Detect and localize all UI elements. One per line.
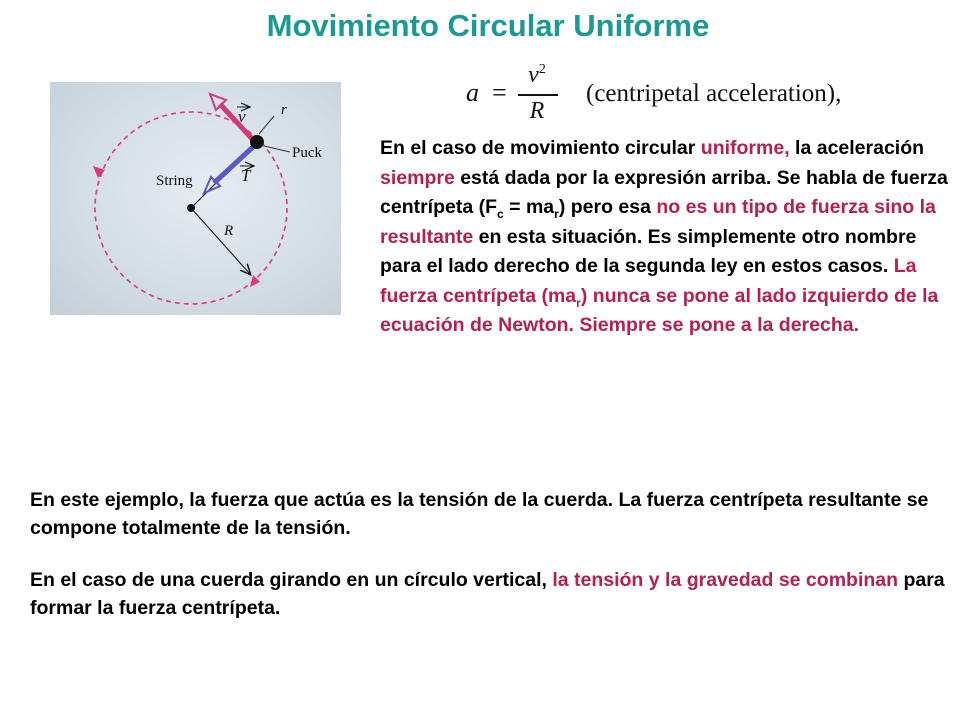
r-pointer-line xyxy=(259,116,274,134)
p3-text-1: En el caso de una cuerda girando en un círculo vertical, xyxy=(30,569,553,591)
p1-subscript-c: c xyxy=(497,206,504,221)
paragraph-uniform-motion xyxy=(380,134,958,341)
p1-text-6: en esta situación. Es simplemente otro nombre para el lado derecho de la segunda ley en estos casos. xyxy=(380,225,917,277)
page-title: Movimiento Circular Uniforme xyxy=(266,8,710,43)
label-v: v xyxy=(238,107,246,126)
formula-numerator xyxy=(518,62,556,89)
centripetal-formula xyxy=(464,60,884,130)
p1-text-4: = ma xyxy=(503,196,555,218)
circular-motion-diagram xyxy=(50,82,341,315)
label-puck: Puck xyxy=(292,145,322,161)
p1-text-2: la aceleración xyxy=(789,137,925,159)
formula-label: (centripetal acceleration), xyxy=(586,80,842,107)
p1-subscript-r: r xyxy=(554,206,559,221)
label-string: String xyxy=(156,173,193,189)
p1-subscript-r-2: r xyxy=(576,295,581,310)
p1-highlight-derecha: ) nunca se pone al lado izquierdo de la ecuación de Newton. Siempre se pone a la derecha. xyxy=(380,284,939,336)
formula-numerator-var: v xyxy=(528,62,539,88)
label-t: T xyxy=(241,166,251,185)
p1-highlight-uniforme: uniforme, xyxy=(700,137,790,159)
p1-text-5: ) pero esa xyxy=(558,196,657,218)
formula-denominator: R xyxy=(529,98,545,124)
puck xyxy=(250,135,264,149)
center-point xyxy=(187,204,195,212)
label-r-radius: R xyxy=(224,223,234,239)
paragraph-example-tension: En este ejemplo, la fuerza que actúa es la tensión de la cuerda. La fuerza centrípeta resultante se compone totalmente de la tensión. xyxy=(30,489,929,539)
p1-highlight-resultante: no es un tipo de fuerza sino la resultante xyxy=(380,196,936,248)
formula-lhs: a xyxy=(466,78,479,107)
formula-fraction-bar xyxy=(518,94,558,96)
radius-arrow xyxy=(191,208,250,274)
p3-highlight-combinan: la tensión y la gravedad se combinan xyxy=(552,569,899,591)
p1-text-3: está dada por la expresión arriba. Se habla de fuerza centrípeta (F xyxy=(380,166,948,218)
formula-equals: = xyxy=(492,78,507,107)
p1-highlight-fuerza-centripeta: La fuerza centrípeta (ma xyxy=(380,255,917,307)
paragraph-vertical-circle xyxy=(30,566,945,622)
p1-highlight-siempre: siempre xyxy=(380,166,455,189)
label-r: r xyxy=(281,102,287,118)
p3-text-2: para formar la fuerza centrípeta. xyxy=(30,569,945,619)
formula-numerator-exp: 2 xyxy=(538,62,546,77)
p1-text-1: En el caso de movimiento circular xyxy=(380,137,701,159)
circular-motion-figure xyxy=(50,82,341,315)
